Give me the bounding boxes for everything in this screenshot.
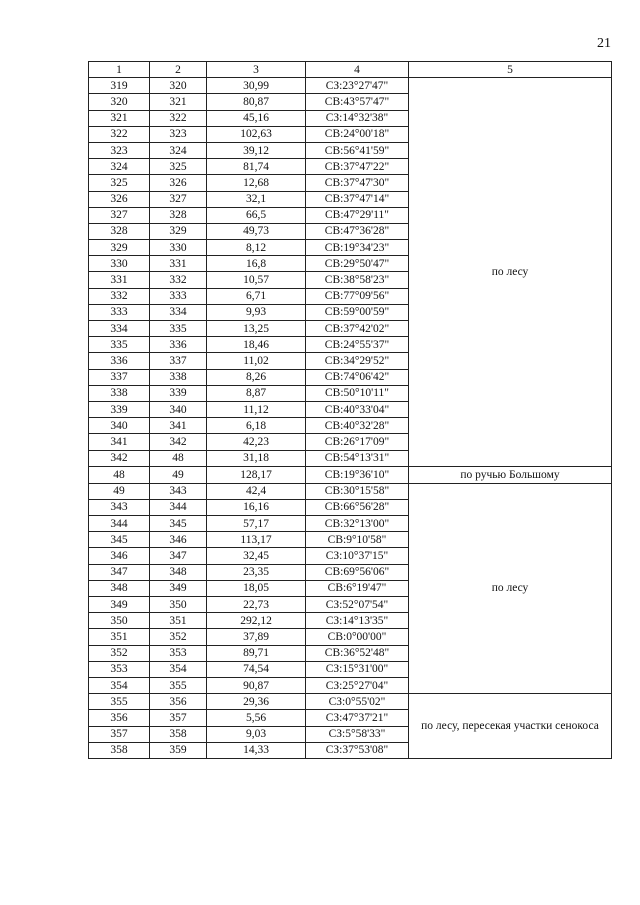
length-cell: 6,71 <box>207 288 306 304</box>
description-cell: по лесу <box>409 483 612 693</box>
to-point-cell: 324 <box>150 142 207 158</box>
from-point-cell: 343 <box>89 499 150 515</box>
length-cell: 37,89 <box>207 629 306 645</box>
from-point-cell: 322 <box>89 126 150 142</box>
length-cell: 14,33 <box>207 742 306 758</box>
length-cell: 8,87 <box>207 385 306 401</box>
bearing-cell: СВ:19°34'23" <box>306 240 409 256</box>
table-row <box>89 78 612 94</box>
from-point-cell: 325 <box>89 175 150 191</box>
from-point-cell: 49 <box>89 483 150 499</box>
bearing-cell: СВ:37°47'30" <box>306 175 409 191</box>
length-cell: 9,93 <box>207 304 306 320</box>
length-cell: 32,45 <box>207 548 306 564</box>
length-cell: 81,74 <box>207 159 306 175</box>
from-point-cell: 358 <box>89 742 150 758</box>
bearing-cell: СВ:38°58'23" <box>306 272 409 288</box>
bearing-cell: СВ:74°06'42" <box>306 369 409 385</box>
length-cell: 5,56 <box>207 710 306 726</box>
length-cell: 113,17 <box>207 532 306 548</box>
bearing-cell: СВ:6°19'47" <box>306 580 409 596</box>
from-point-cell: 334 <box>89 321 150 337</box>
to-point-cell: 357 <box>150 710 207 726</box>
bearing-cell: СВ:36°52'48" <box>306 645 409 661</box>
to-point-cell: 323 <box>150 126 207 142</box>
bearing-cell: СВ:77°09'56" <box>306 288 409 304</box>
bearing-cell: СВ:0°00'00" <box>306 629 409 645</box>
bearing-cell: СВ:50°10'11" <box>306 385 409 401</box>
to-point-cell: 320 <box>150 78 207 94</box>
from-point-cell: 333 <box>89 304 150 320</box>
to-point-cell: 334 <box>150 304 207 320</box>
bearing-cell: СВ:19°36'10" <box>306 466 409 483</box>
length-cell: 128,17 <box>207 466 306 483</box>
to-point-cell: 327 <box>150 191 207 207</box>
bearing-cell: СВ:56°41'59" <box>306 142 409 158</box>
length-cell: 31,18 <box>207 450 306 466</box>
from-point-cell: 344 <box>89 516 150 532</box>
bearing-cell: СЗ:10°37'15" <box>306 548 409 564</box>
to-point-cell: 336 <box>150 337 207 353</box>
length-cell: 49,73 <box>207 223 306 239</box>
to-point-cell: 358 <box>150 726 207 742</box>
to-point-cell: 350 <box>150 597 207 613</box>
from-point-cell: 329 <box>89 240 150 256</box>
from-point-cell: 331 <box>89 272 150 288</box>
bearing-cell: СВ:32°13'00" <box>306 516 409 532</box>
bearing-cell: СВ:29°50'47" <box>306 256 409 272</box>
bearing-cell: СВ:24°00'18" <box>306 126 409 142</box>
to-point-cell: 326 <box>150 175 207 191</box>
from-point-cell: 353 <box>89 661 150 677</box>
length-cell: 23,35 <box>207 564 306 580</box>
length-cell: 74,54 <box>207 661 306 677</box>
to-point-cell: 355 <box>150 677 207 693</box>
from-point-cell: 348 <box>89 580 150 596</box>
length-cell: 11,12 <box>207 401 306 417</box>
bearing-cell: СВ:54°13'31" <box>306 450 409 466</box>
bearing-cell: СВ:37°42'02" <box>306 321 409 337</box>
bearing-cell: СВ:34°29'52" <box>306 353 409 369</box>
table-row <box>89 466 612 483</box>
to-point-cell: 344 <box>150 499 207 515</box>
bearing-cell: СВ:47°29'11" <box>306 207 409 223</box>
bearing-cell: СВ:24°55'37" <box>306 337 409 353</box>
column-header: 4 <box>306 62 409 78</box>
from-point-cell: 341 <box>89 434 150 450</box>
to-point-cell: 339 <box>150 385 207 401</box>
from-point-cell: 350 <box>89 613 150 629</box>
to-point-cell: 48 <box>150 450 207 466</box>
length-cell: 16,8 <box>207 256 306 272</box>
length-cell: 16,16 <box>207 499 306 515</box>
from-point-cell: 338 <box>89 385 150 401</box>
bearing-cell: СЗ:0°55'02" <box>306 694 409 710</box>
to-point-cell: 328 <box>150 207 207 223</box>
to-point-cell: 343 <box>150 483 207 499</box>
from-point-cell: 326 <box>89 191 150 207</box>
to-point-cell: 359 <box>150 742 207 758</box>
column-header: 1 <box>89 62 150 78</box>
to-point-cell: 338 <box>150 369 207 385</box>
from-point-cell: 347 <box>89 564 150 580</box>
bearing-cell: СЗ:25°27'04" <box>306 677 409 693</box>
from-point-cell: 48 <box>89 466 150 483</box>
length-cell: 13,25 <box>207 321 306 337</box>
length-cell: 9,03 <box>207 726 306 742</box>
length-cell: 11,02 <box>207 353 306 369</box>
length-cell: 8,12 <box>207 240 306 256</box>
from-point-cell: 324 <box>89 159 150 175</box>
to-point-cell: 341 <box>150 418 207 434</box>
from-point-cell: 356 <box>89 710 150 726</box>
from-point-cell: 339 <box>89 401 150 417</box>
bearing-cell: СВ:40°33'04" <box>306 401 409 417</box>
column-header: 5 <box>409 62 612 78</box>
length-cell: 22,73 <box>207 597 306 613</box>
table-body <box>89 78 612 759</box>
bearing-cell: СЗ:14°13'35" <box>306 613 409 629</box>
bearing-cell: СЗ:47°37'21" <box>306 710 409 726</box>
description-cell: по лесу, пересекая участки сенокоса <box>409 694 612 759</box>
length-cell: 42,4 <box>207 483 306 499</box>
bearing-cell: СВ:40°32'28" <box>306 418 409 434</box>
bearing-cell: СВ:69°56'06" <box>306 564 409 580</box>
bearing-cell: СВ:43°57'47" <box>306 94 409 110</box>
to-point-cell: 349 <box>150 580 207 596</box>
description-cell: по ручью Большому <box>409 466 612 483</box>
length-cell: 102,63 <box>207 126 306 142</box>
bearing-cell: СЗ:14°32'38" <box>306 110 409 126</box>
to-point-cell: 352 <box>150 629 207 645</box>
length-cell: 57,17 <box>207 516 306 532</box>
from-point-cell: 332 <box>89 288 150 304</box>
length-cell: 12,68 <box>207 175 306 191</box>
to-point-cell: 346 <box>150 532 207 548</box>
to-point-cell: 332 <box>150 272 207 288</box>
from-point-cell: 352 <box>89 645 150 661</box>
from-point-cell: 328 <box>89 223 150 239</box>
length-cell: 30,99 <box>207 78 306 94</box>
boundary-table <box>88 61 612 759</box>
from-point-cell: 345 <box>89 532 150 548</box>
to-point-cell: 353 <box>150 645 207 661</box>
bearing-cell: СЗ:15°31'00" <box>306 661 409 677</box>
to-point-cell: 340 <box>150 401 207 417</box>
table-header-row <box>89 62 612 78</box>
bearing-cell: СЗ:5°58'33" <box>306 726 409 742</box>
from-point-cell: 320 <box>89 94 150 110</box>
description-cell: по лесу <box>409 78 612 467</box>
length-cell: 42,23 <box>207 434 306 450</box>
length-cell: 39,12 <box>207 142 306 158</box>
length-cell: 45,16 <box>207 110 306 126</box>
from-point-cell: 330 <box>89 256 150 272</box>
length-cell: 80,87 <box>207 94 306 110</box>
to-point-cell: 331 <box>150 256 207 272</box>
to-point-cell: 337 <box>150 353 207 369</box>
to-point-cell: 354 <box>150 661 207 677</box>
from-point-cell: 321 <box>89 110 150 126</box>
length-cell: 10,57 <box>207 272 306 288</box>
from-point-cell: 357 <box>89 726 150 742</box>
bearing-cell: СЗ:37°53'08" <box>306 742 409 758</box>
length-cell: 6,18 <box>207 418 306 434</box>
from-point-cell: 323 <box>89 142 150 158</box>
from-point-cell: 354 <box>89 677 150 693</box>
length-cell: 89,71 <box>207 645 306 661</box>
to-point-cell: 329 <box>150 223 207 239</box>
length-cell: 8,26 <box>207 369 306 385</box>
bearing-cell: СЗ:52°07'54" <box>306 597 409 613</box>
to-point-cell: 333 <box>150 288 207 304</box>
from-point-cell: 336 <box>89 353 150 369</box>
length-cell: 32,1 <box>207 191 306 207</box>
to-point-cell: 345 <box>150 516 207 532</box>
to-point-cell: 330 <box>150 240 207 256</box>
to-point-cell: 342 <box>150 434 207 450</box>
bearing-cell: СВ:47°36'28" <box>306 223 409 239</box>
bearing-cell: СВ:59°00'59" <box>306 304 409 320</box>
to-point-cell: 347 <box>150 548 207 564</box>
to-point-cell: 322 <box>150 110 207 126</box>
bearing-cell: СВ:37°47'14" <box>306 191 409 207</box>
length-cell: 29,36 <box>207 694 306 710</box>
from-point-cell: 351 <box>89 629 150 645</box>
from-point-cell: 355 <box>89 694 150 710</box>
length-cell: 66,5 <box>207 207 306 223</box>
table-row <box>89 694 612 710</box>
length-cell: 90,87 <box>207 677 306 693</box>
to-point-cell: 49 <box>150 466 207 483</box>
from-point-cell: 349 <box>89 597 150 613</box>
bearing-cell: СЗ:23°27'47" <box>306 78 409 94</box>
to-point-cell: 335 <box>150 321 207 337</box>
from-point-cell: 335 <box>89 337 150 353</box>
length-cell: 18,46 <box>207 337 306 353</box>
to-point-cell: 348 <box>150 564 207 580</box>
column-header: 3 <box>207 62 306 78</box>
from-point-cell: 337 <box>89 369 150 385</box>
from-point-cell: 346 <box>89 548 150 564</box>
from-point-cell: 342 <box>89 450 150 466</box>
to-point-cell: 325 <box>150 159 207 175</box>
bearing-cell: СВ:9°10'58" <box>306 532 409 548</box>
page-number: 21 <box>597 36 611 51</box>
bearing-cell: СВ:26°17'09" <box>306 434 409 450</box>
bearing-cell: СВ:37°47'22" <box>306 159 409 175</box>
bearing-cell: СВ:66°56'28" <box>306 499 409 515</box>
from-point-cell: 319 <box>89 78 150 94</box>
bearing-cell: СВ:30°15'58" <box>306 483 409 499</box>
column-header: 2 <box>150 62 207 78</box>
from-point-cell: 327 <box>89 207 150 223</box>
to-point-cell: 351 <box>150 613 207 629</box>
from-point-cell: 340 <box>89 418 150 434</box>
to-point-cell: 356 <box>150 694 207 710</box>
table-row <box>89 483 612 499</box>
length-cell: 292,12 <box>207 613 306 629</box>
to-point-cell: 321 <box>150 94 207 110</box>
length-cell: 18,05 <box>207 580 306 596</box>
